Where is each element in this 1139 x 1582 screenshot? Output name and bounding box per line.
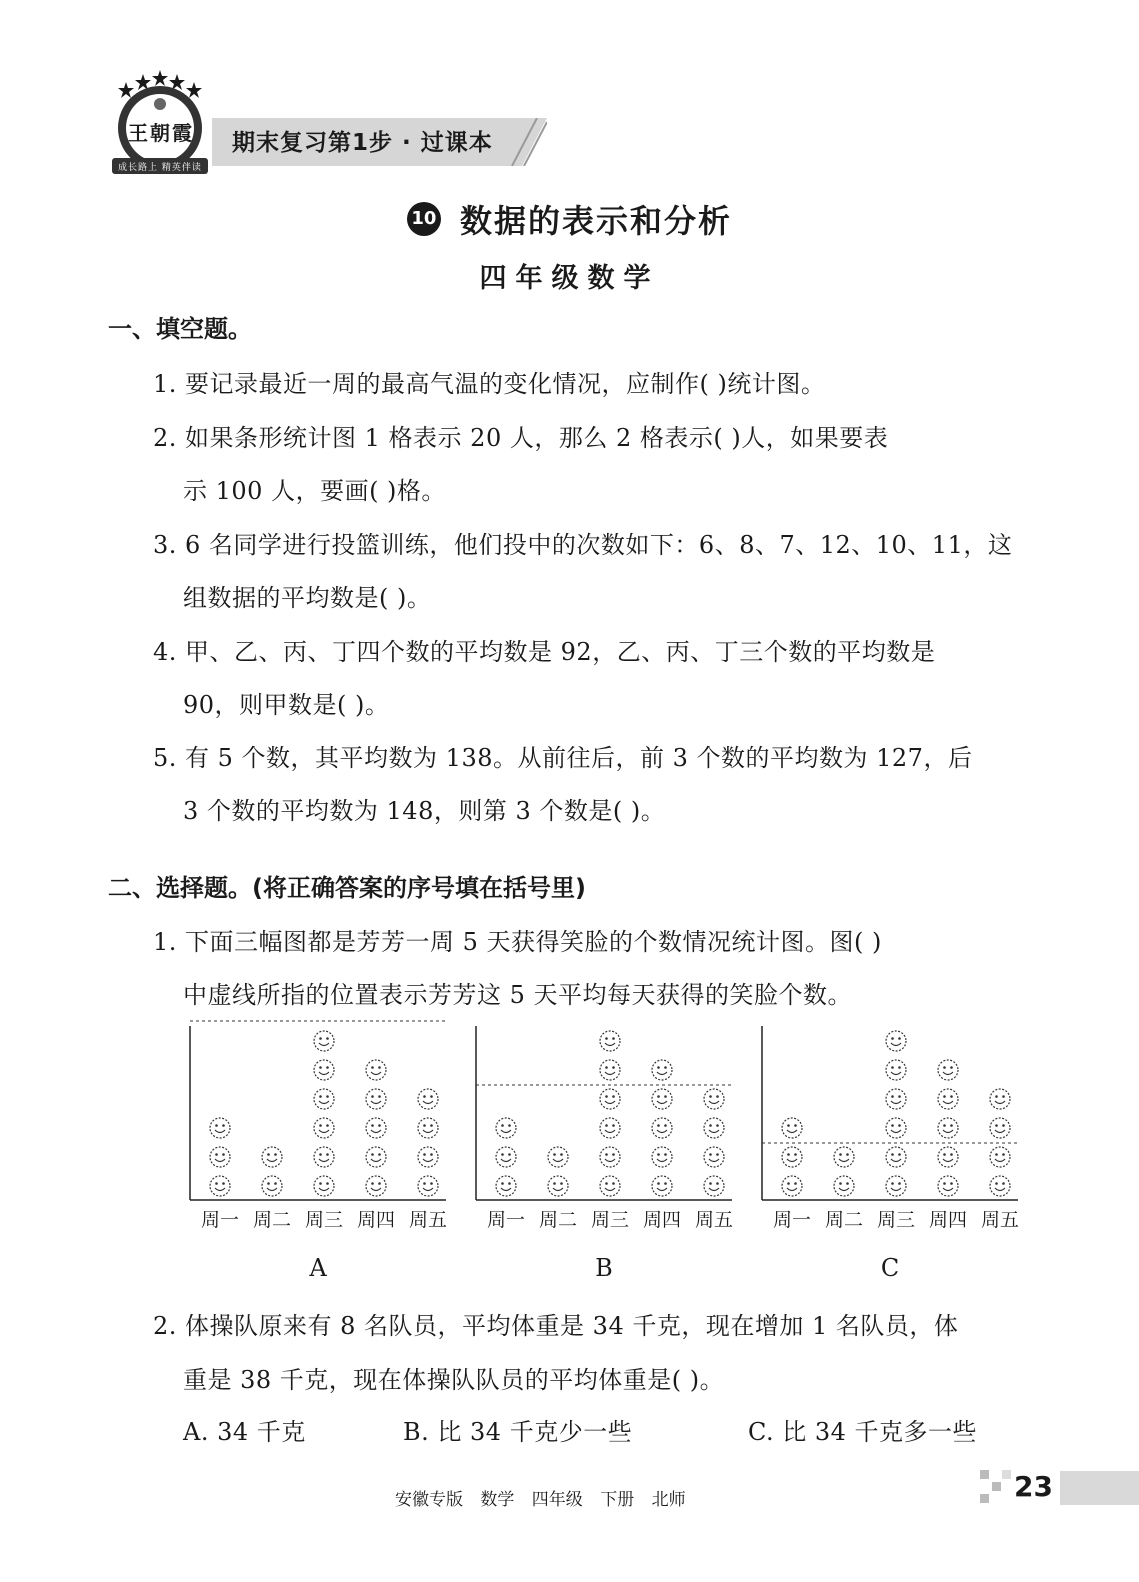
smiley-face-icon — [938, 1060, 958, 1080]
smiley-face-icon — [600, 1118, 620, 1138]
smiley-face-icon — [886, 1147, 906, 1167]
chart-label: A — [309, 1254, 327, 1282]
chart-label: C — [880, 1254, 900, 1282]
smiley-face-icon — [652, 1147, 672, 1167]
smiley-face-icon — [262, 1147, 282, 1167]
title-text: 数据的表示和分析 — [460, 202, 733, 240]
smiley-face-icon — [652, 1060, 672, 1080]
category-label: 周二 — [824, 1209, 864, 1231]
smiley-face-icon — [990, 1089, 1010, 1109]
smiley-face-icon — [600, 1176, 620, 1196]
smiley-face-icon — [938, 1089, 958, 1109]
option-a: A. 34 千克 — [183, 1418, 306, 1446]
smiley-face-icon — [418, 1147, 438, 1167]
smiley-face-icon — [600, 1147, 620, 1167]
smiley-face-icon — [600, 1031, 620, 1051]
section-2-heading: 二、选择题。(将正确答案的序号填在括号里) — [108, 874, 586, 902]
smiley-face-icon — [886, 1118, 906, 1138]
chart-label: B — [595, 1254, 613, 1282]
chart-C — [762, 1026, 1019, 1282]
smiley-face-icon — [782, 1118, 802, 1138]
smiley-face-icon — [704, 1118, 724, 1138]
section-1-heading: 一、填空题。 — [108, 315, 252, 343]
q2-2-line-a: 2. 体操队原来有 8 名队员，平均体重是 34 千克，现在增加 1 名队员，体 — [153, 1312, 959, 1340]
smiley-face-icon — [496, 1147, 516, 1167]
smiley-face-icon — [704, 1176, 724, 1196]
smiley-face-icon — [418, 1176, 438, 1196]
brand-name: 王朝霞 — [128, 121, 194, 145]
category-label: 周四 — [642, 1209, 682, 1231]
smiley-face-icon — [938, 1118, 958, 1138]
smiley-face-icon — [314, 1176, 334, 1196]
smiley-face-icon — [652, 1089, 672, 1109]
smiley-face-icon — [834, 1176, 854, 1196]
smiley-face-icon — [704, 1147, 724, 1167]
smiley-face-icon — [548, 1176, 568, 1196]
smiley-face-icon — [314, 1118, 334, 1138]
page-number-bar — [1060, 1471, 1139, 1505]
smiley-face-icon — [600, 1060, 620, 1080]
smiley-face-icon — [496, 1176, 516, 1196]
smiley-face-icon — [210, 1147, 230, 1167]
category-label: 周三 — [590, 1209, 630, 1231]
category-label: 周五 — [694, 1209, 734, 1231]
smiley-face-icon — [782, 1176, 802, 1196]
category-label: 周四 — [928, 1209, 968, 1231]
smiley-face-icon — [782, 1147, 802, 1167]
q1-4-line-b: 90，则甲数是( )。 — [183, 691, 390, 719]
smiley-face-icon — [704, 1089, 724, 1109]
footer-text: 安徽专版 数学 四年级 下册 北师 — [395, 1490, 686, 1510]
q2-2-line-b: 重是 38 千克，现在体操队队员的平均体重是( )。 — [183, 1366, 725, 1394]
smiley-face-icon — [314, 1031, 334, 1051]
smiley-face-icon — [938, 1147, 958, 1167]
smiley-face-icon — [496, 1118, 516, 1138]
smiley-face-icon — [886, 1031, 906, 1051]
smiley-face-icon — [314, 1060, 334, 1080]
smiley-face-icon — [990, 1147, 1010, 1167]
smiley-face-icon — [652, 1176, 672, 1196]
smiley-face-icon — [886, 1060, 906, 1080]
category-label: 周一 — [200, 1209, 240, 1231]
category-label: 周五 — [980, 1209, 1020, 1231]
title-number-badge: 10 — [407, 202, 441, 236]
smiley-face-icon — [886, 1089, 906, 1109]
smiley-face-icon — [990, 1118, 1010, 1138]
category-label: 周四 — [356, 1209, 396, 1231]
category-label: 周五 — [408, 1209, 448, 1231]
option-c: C. 比 34 千克多一些 — [748, 1418, 978, 1446]
page-number: 23 — [1014, 1470, 1053, 1503]
smiley-face-icon — [990, 1176, 1010, 1196]
smiley-face-icon — [366, 1147, 386, 1167]
chart-A — [190, 1021, 447, 1282]
smiley-face-icon — [210, 1176, 230, 1196]
category-label: 周二 — [538, 1209, 578, 1231]
smiley-face-icon — [600, 1089, 620, 1109]
chart-B — [476, 1026, 733, 1282]
q2-1-line-a: 1. 下面三幅图都是芳芳一周 5 天获得笑脸的个数情况统计图。图( ) — [153, 928, 882, 956]
smiley-face-icon — [366, 1060, 386, 1080]
header-banner-text: 期末复习第1步 · 过课本 — [232, 130, 493, 156]
category-label: 周三 — [304, 1209, 344, 1231]
page-subtitle: 四年级数学 — [479, 263, 660, 294]
q1-5-line-a: 5. 有 5 个数，其平均数为 138。从前往后，前 3 个数的平均数为 127，后 — [153, 744, 973, 772]
q1-1-line: 1. 要记录最近一周的最高气温的变化情况，应制作( )统计图。 — [153, 370, 826, 398]
option-b: B. 比 34 千克少一些 — [403, 1418, 633, 1446]
smiley-charts — [180, 1020, 1050, 1290]
smiley-face-icon — [886, 1176, 906, 1196]
q1-5-line-b: 3 个数的平均数为 148，则第 3 个数是( )。 — [183, 797, 666, 825]
category-label: 周一 — [486, 1209, 526, 1231]
smiley-face-icon — [938, 1176, 958, 1196]
brand-slogan: 成长路上 精英伴读 — [118, 163, 202, 173]
page-title — [0, 196, 1139, 242]
smiley-face-icon — [210, 1118, 230, 1138]
smiley-face-icon — [834, 1147, 854, 1167]
category-label: 周三 — [876, 1209, 916, 1231]
smiley-face-icon — [418, 1118, 438, 1138]
smiley-face-icon — [314, 1089, 334, 1109]
q1-3-line-b: 组数据的平均数是( )。 — [183, 584, 432, 612]
smiley-face-icon — [652, 1118, 672, 1138]
smiley-face-icon — [314, 1147, 334, 1167]
smiley-face-icon — [366, 1118, 386, 1138]
smiley-face-icon — [418, 1089, 438, 1109]
category-label: 周一 — [772, 1209, 812, 1231]
page-corner-decoration — [980, 1470, 1012, 1504]
q1-4-line-a: 4. 甲、乙、丙、丁四个数的平均数是 92，乙、丙、丁三个数的平均数是 — [153, 638, 936, 666]
smiley-face-icon — [366, 1089, 386, 1109]
q2-1-line-b: 中虚线所指的位置表示芳芳这 5 天平均每天获得的笑脸个数。 — [183, 981, 853, 1009]
q1-2-line-a: 2. 如果条形统计图 1 格表示 20 人，那么 2 格表示( )人，如果要表 — [153, 424, 889, 452]
smiley-face-icon — [366, 1176, 386, 1196]
category-label: 周二 — [252, 1209, 292, 1231]
q1-3-line-a: 3. 6 名同学进行投篮训练，他们投中的次数如下：6、8、7、12、10、11，这 — [153, 531, 1013, 559]
smiley-face-icon — [262, 1176, 282, 1196]
q1-2-line-b: 示 100 人，要画( )格。 — [183, 477, 446, 505]
smiley-face-icon — [548, 1147, 568, 1167]
